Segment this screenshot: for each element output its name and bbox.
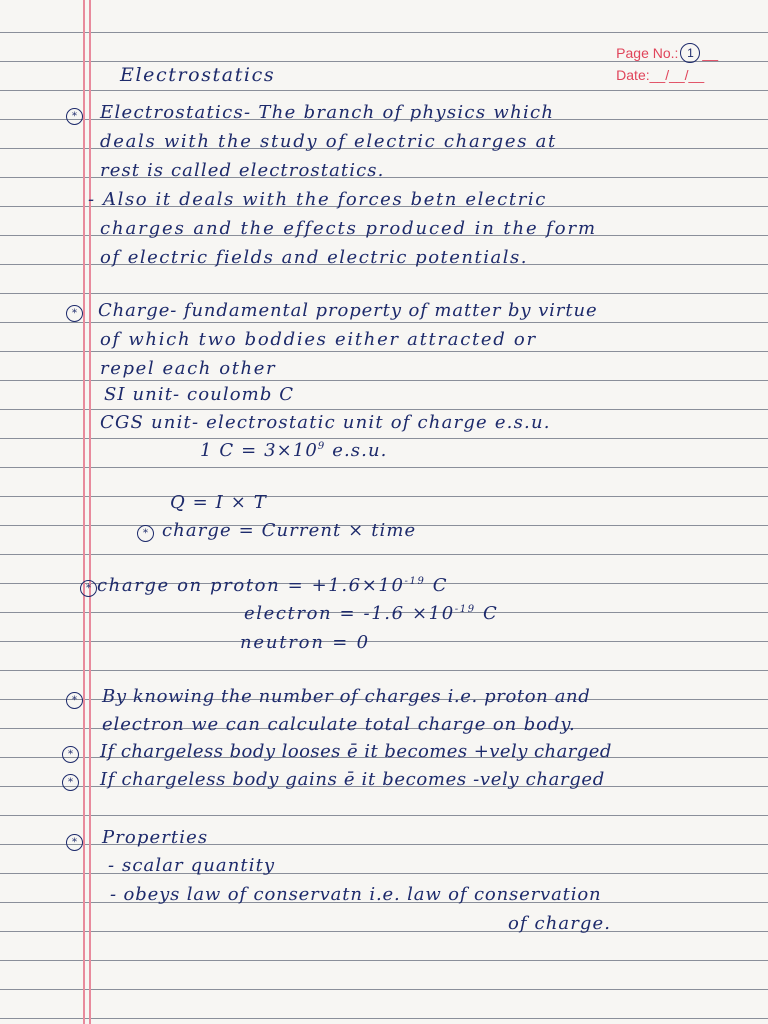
bullet-icon: *	[137, 525, 154, 542]
text-line: If chargeless body gains ē it becomes -vely charged	[100, 769, 605, 790]
text-line: SI unit- coulomb C	[104, 384, 295, 405]
page-no-label: Page No.:	[616, 45, 679, 61]
equation-line: 1 $C = 3\times 10^9$ e.s.u.	[200, 440, 388, 461]
date	[616, 64, 718, 86]
bullet-icon: *	[80, 580, 97, 597]
page-number: Page No.: 1 __	[616, 42, 718, 64]
text-line: If chargeless body looses ē it becomes +vely charged	[100, 741, 612, 762]
text-line: Charge- fundamental property of matter by virtue	[98, 300, 598, 321]
text-line: repel each other	[100, 358, 277, 379]
page-header	[616, 42, 718, 86]
text-line: of which two boddies either attracted or	[100, 329, 537, 350]
bullet-icon: *	[62, 746, 79, 763]
text-line: charge = Current × time	[162, 520, 417, 541]
page-title: Electrostatics	[120, 64, 276, 86]
text-line: electron = $-1.6 \times 10^{-19}$ C	[244, 603, 499, 624]
text-line: charge on proton = $+1.6\times 10^{-19}$ C	[97, 575, 449, 596]
text-line: of charge.	[508, 913, 612, 934]
text-line: of electric fields and electric potentials.	[100, 247, 528, 268]
page-no-value: 1	[680, 43, 700, 63]
bullet-icon: *	[66, 108, 83, 125]
text-line: - scalar quantity	[108, 855, 276, 876]
margin-line	[89, 0, 91, 1024]
date-value: __/__/__	[649, 67, 705, 83]
bullet-icon: *	[62, 774, 79, 791]
bullet-icon: *	[66, 834, 83, 851]
date-label: Date:	[616, 67, 650, 83]
margin-line	[83, 0, 85, 1024]
text-line: - obeys law of conservatn i.e. law of conservation	[110, 884, 602, 905]
text-line: deals with the study of electric charges at	[100, 131, 557, 152]
text-line: By knowing the number of charges i.e. proton and	[102, 686, 591, 707]
text-line: CGS unit- electrostatic unit of charge e.s.u.	[100, 412, 551, 433]
text-line: rest is called electrostatics.	[100, 160, 385, 181]
bullet-icon: *	[66, 305, 83, 322]
text-line: electron we can calculate total charge on body.	[102, 714, 576, 735]
text-line: neutron = 0	[240, 632, 370, 653]
text-line: charges and the effects produced in the form	[100, 218, 597, 239]
text-line: Electrostatics- The branch of physics which	[100, 102, 555, 123]
bullet-icon: *	[66, 692, 83, 709]
equation-line: Q = I × T	[170, 492, 267, 513]
section-heading: Properties	[102, 827, 209, 848]
text-line: - Also it deals with the forces betn electric	[88, 189, 547, 210]
